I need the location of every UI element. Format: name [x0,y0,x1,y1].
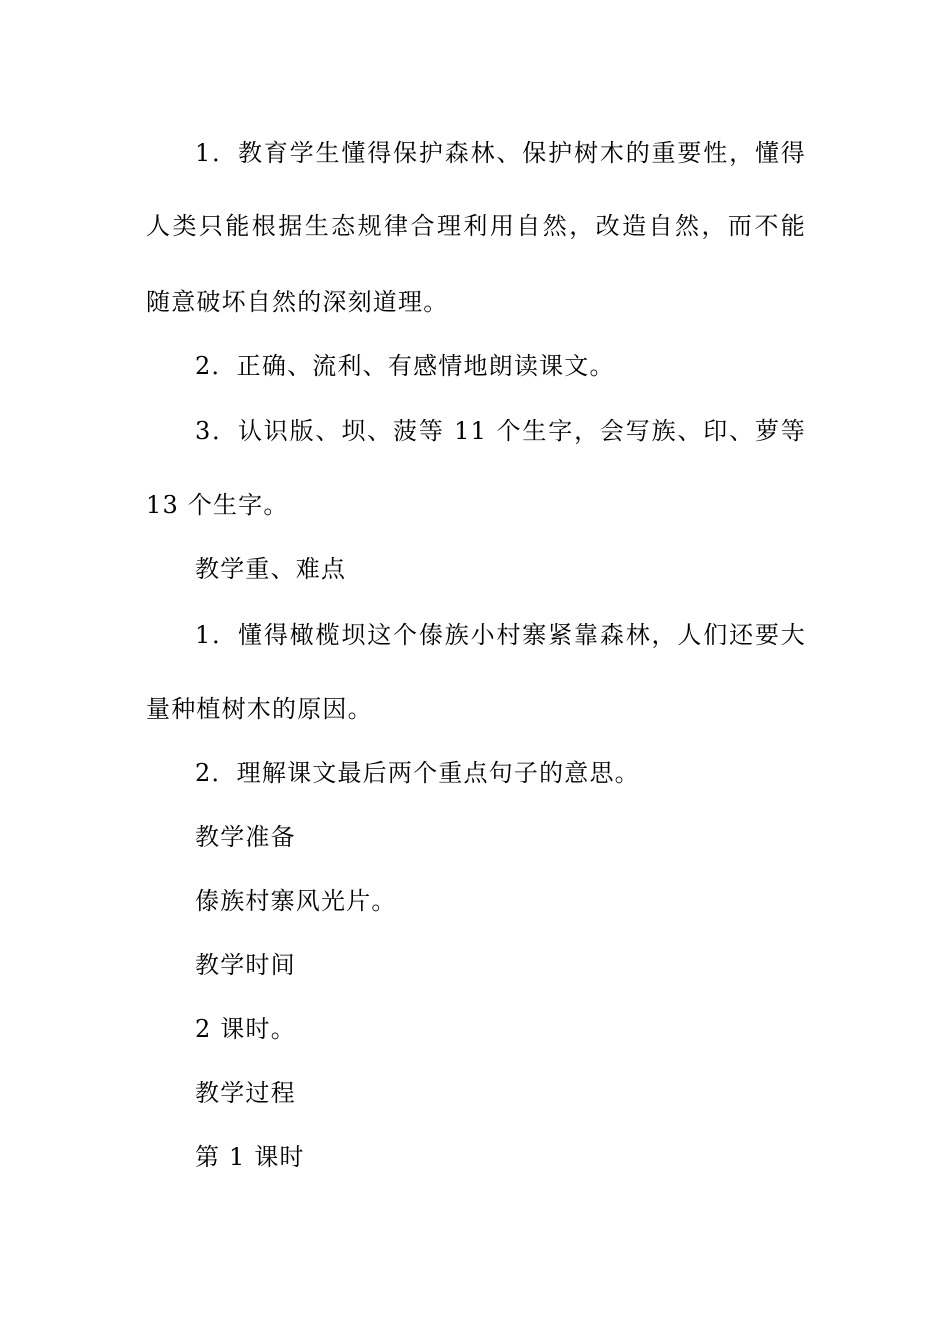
key-point-2: 2．理解课文最后两个重点句子的意思。 [195,759,640,787]
section-heading-process: 教学过程 [195,1079,296,1107]
key-point-1-line-2: 量种植树木的原因。 [146,695,373,723]
objective-2: 2．正确、流利、有感情地朗读课文。 [195,352,615,380]
section-heading-preparation: 教学准备 [195,823,296,851]
section-heading-key-points: 教学重、难点 [195,555,347,583]
time-text: 2 课时。 [195,1015,296,1043]
preparation-text: 傣族村寨风光片。 [195,887,397,915]
section-heading-time: 教学时间 [195,951,296,979]
objective-1-line-1: 1．教育学生懂得保护森林、保护树木的重要性，懂得 [195,139,806,167]
key-point-1-line-1: 1．懂得橄榄坝这个傣族小村寨紧靠森林，人们还要大 [195,621,806,649]
objective-1-line-3: 随意破坏自然的深刻道理。 [146,288,449,316]
objective-3-line-2: 13 个生字。 [146,491,289,519]
objective-3-line-1: 3．认识版、坝、菠等 11 个生字，会写族、印、萝等 [195,417,806,445]
lesson-1-heading: 第 1 课时 [195,1143,305,1171]
objective-1-line-2: 人类只能根据生态规律合理利用自然，改造自然，而不能 [146,212,806,240]
